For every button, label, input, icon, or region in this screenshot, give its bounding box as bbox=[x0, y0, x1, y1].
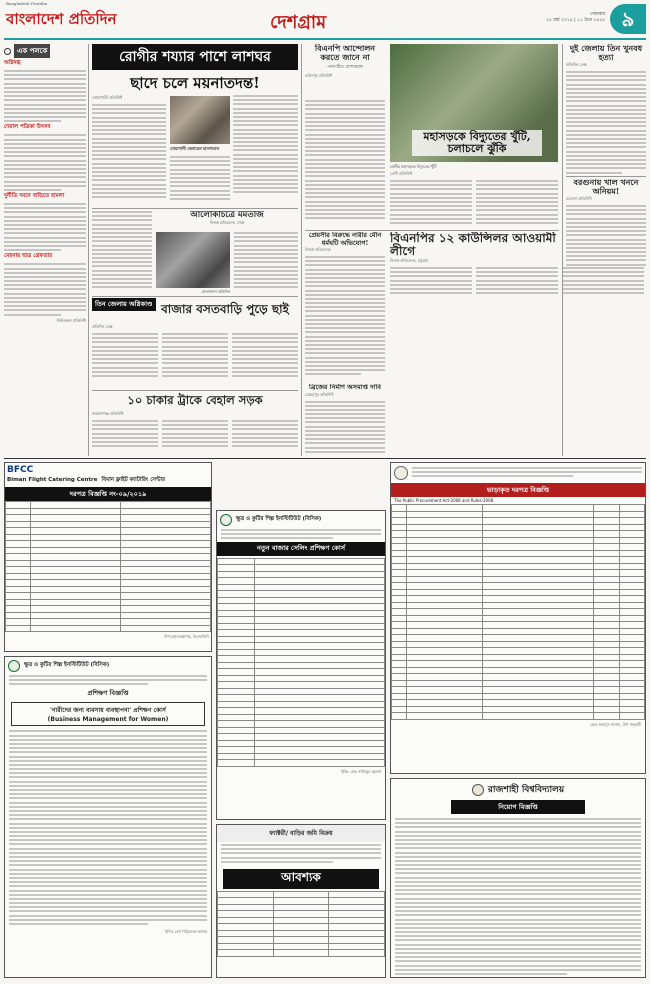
bnp-movement-byline: ফরিদপুর প্রতিনিধি bbox=[305, 73, 333, 78]
newspaper-logo[interactable]: Bangladesh Pratidin বাংলাদেশ প্রতিদিন bbox=[6, 1, 117, 28]
rajshahi-band: নিয়োগ বিজ্ঞপ্তি bbox=[451, 800, 585, 814]
road-headline[interactable]: ১০ চাকার ট্রাকে বেহাল সড়ক bbox=[127, 393, 263, 407]
fire-byline: প্রতিদিন ডেস্ক bbox=[92, 324, 113, 329]
bscic-seal-icon bbox=[8, 660, 20, 672]
training-tech-band: নতুন বাজার সেলিং প্রশিক্ষণ কোর্স bbox=[217, 542, 385, 556]
training-women-course-en: (Business Management for Women) bbox=[47, 716, 169, 724]
fraud-byline: নিজস্ব প্রতিবেদক bbox=[305, 247, 331, 252]
bnp-movement-body bbox=[305, 100, 385, 228]
divider bbox=[92, 296, 298, 297]
main-byline: নোয়াখালী প্রতিনিধি bbox=[92, 95, 123, 100]
art-exhibition-photo[interactable] bbox=[156, 232, 230, 288]
logo-tagline: Bangladesh Pratidin bbox=[6, 1, 48, 6]
bnp-movement-headline[interactable]: বিএনপি আন্দোলন করতে জানে না bbox=[314, 44, 376, 62]
road-byline: নারায়ণগঞ্জ প্রতিনিধি bbox=[92, 411, 124, 416]
purchase-tender-ad bbox=[390, 462, 646, 774]
road-story bbox=[92, 392, 298, 456]
training-women-org: ক্ষুদ্র ও কুটির শিল্প ইনস্টিটিউট (বিসিক) bbox=[24, 662, 110, 668]
fire-story-body bbox=[92, 324, 298, 388]
councillor-byline: নিজস্ব প্রতিবেদক, চট্টগ্রাম bbox=[390, 258, 429, 263]
full-date: ২৫ মার্চ ২০১৯ | ১১ চৈত্র ১৪২৫ bbox=[546, 18, 605, 23]
murder-headline[interactable]: দুই জেলায় তিন খুনবধ হত্যা bbox=[569, 44, 643, 62]
government-seal-icon bbox=[394, 466, 408, 480]
column-divider bbox=[88, 44, 89, 456]
masthead-rule bbox=[4, 38, 646, 40]
column-divider bbox=[301, 44, 302, 456]
murder-story bbox=[566, 44, 646, 174]
training-women-ad bbox=[4, 656, 212, 978]
fire-kicker: তিন জেলায় অগ্নিকাণ্ড bbox=[92, 298, 156, 311]
main-story-body-right bbox=[233, 95, 298, 205]
sale-title[interactable]: ফ্যাক্টরী/ বাড়ির জমি বিক্রয় bbox=[217, 825, 385, 842]
bnp-movement-story bbox=[305, 44, 385, 106]
art-story bbox=[156, 211, 298, 231]
power-pole-body bbox=[390, 171, 558, 229]
main-headline-line2[interactable]: ছাদে চলে ময়নাতদন্ত! bbox=[130, 74, 260, 92]
bridge-headline[interactable]: ব্রিজের নির্মাণ অসমাপ্ত দাবি bbox=[309, 384, 381, 391]
art-byline: নিজস্ব প্রতিবেদক, ঢাকা bbox=[209, 220, 245, 225]
power-pole-byline: ফেনী প্রতিনিধি bbox=[390, 171, 413, 176]
masthead bbox=[0, 0, 650, 40]
art-story-body bbox=[234, 232, 298, 292]
councillor-story bbox=[390, 232, 644, 302]
bfcc-notice-band: দরপত্র বিজ্ঞপ্তি নং-০৯/২০১৯ bbox=[5, 487, 211, 501]
bfcc-name-bn: বিমান ফ্লাইট ক্যাটারিং সেন্টার bbox=[101, 477, 166, 483]
purchase-tender-table bbox=[391, 504, 645, 720]
brief-title-1[interactable]: অগ্নিদগ্ধ bbox=[4, 60, 21, 66]
ads-divider bbox=[4, 458, 646, 459]
canal-headline[interactable]: বরগুনায় খাল খননে অনিয়ম! bbox=[573, 178, 639, 196]
brief-credit: -নিউজরুম প্রতিনিধি bbox=[55, 317, 86, 323]
training-tech-signature: ইঞ্জি: মোঃ নাজিবুর রহমান bbox=[341, 768, 381, 774]
purchase-tender-act: The Public Procurement Act-2006 and Rules-2008 bbox=[394, 498, 494, 503]
section-title: দেশগ্রাম bbox=[270, 12, 327, 33]
brief-label: এক পলকে bbox=[14, 44, 50, 58]
power-pole-headline[interactable]: মহাসড়কে বিদ্যুতের খুঁটি, চলাচলে ঝুঁকি bbox=[412, 130, 542, 156]
main-photo-caption: নোয়াখালী জেনারেল হাসপাতাল bbox=[170, 146, 220, 151]
divider bbox=[92, 208, 298, 209]
main-story-photo[interactable] bbox=[170, 96, 230, 144]
fraud-story bbox=[305, 232, 385, 382]
purchase-tender-signature: মোঃ আবদুস সালাম, উপ সহকারী bbox=[590, 721, 641, 727]
left-brief-column bbox=[4, 44, 86, 456]
training-tech-ad bbox=[216, 510, 386, 820]
weekday: সোমবার bbox=[590, 12, 605, 17]
globe-icon bbox=[4, 48, 11, 55]
brief-title-3[interactable]: দুর্নীতি দমনে বাড়িতে হামলা bbox=[4, 193, 65, 200]
power-pole-headline-box bbox=[412, 130, 542, 160]
main-headline-line1[interactable]: রোগীর শয্যার পাশে লাশঘর bbox=[92, 44, 298, 70]
rajshahi-title[interactable]: রাজশাহী বিশ্ববিদ্যালয় bbox=[487, 785, 565, 795]
fire-headline[interactable]: বাজার বসতবাড়ি পুড়ে ছাই bbox=[161, 302, 289, 316]
main-story-body-bottom bbox=[170, 156, 230, 206]
sale-table bbox=[217, 891, 385, 957]
brief-title-2[interactable]: দেয়াল পত্রিকা উৎসব bbox=[4, 124, 51, 131]
training-tech-org: ক্ষুদ্র ও কুটির শিল্প ইনস্টিটিউট (বিসিক) bbox=[236, 516, 322, 522]
murder-byline: প্রতিদিন ডেস্ক bbox=[566, 62, 587, 67]
divider bbox=[92, 390, 298, 391]
bfcc-footer: উপ-মহাব্যবস্থাপক, বিএফসিসি bbox=[164, 634, 209, 639]
main-story-body-left bbox=[92, 95, 166, 205]
fire-story bbox=[92, 298, 298, 322]
councillor-headline[interactable]: বিএনপির ১২ কাউন্সিলর আওয়ামী লীগে bbox=[390, 232, 556, 258]
brief-title-4[interactable]: মেহনায় ছাত্র গ্রেফতার bbox=[4, 253, 53, 260]
date-line bbox=[510, 12, 605, 24]
purchase-tender-band: ভাড়াকৃত দরপত্র বিজ্ঞপ্তি bbox=[391, 483, 645, 497]
divider bbox=[305, 230, 559, 231]
bfcc-tender-ad bbox=[4, 462, 212, 652]
sale-ad bbox=[216, 824, 386, 978]
art-story-text bbox=[92, 211, 152, 293]
bnp-movement-sub: -নবগঠিত মোশাররফ bbox=[326, 65, 364, 70]
bscic-seal-icon bbox=[220, 514, 232, 526]
training-tech-table bbox=[217, 558, 385, 767]
university-seal-icon bbox=[472, 784, 484, 796]
bfcc-tender-table bbox=[5, 501, 211, 632]
bfcc-name-en: Biman Flight Catering Centre bbox=[7, 477, 98, 483]
art-headline[interactable]: আলোকচিত্রে মমতাজ bbox=[190, 211, 264, 220]
rajshahi-university-ad bbox=[390, 778, 646, 978]
art-photo-caption: -বাংলাদেশ প্রতিদিন bbox=[200, 289, 230, 294]
canal-byline: বরগুনা প্রতিনিধি bbox=[566, 196, 592, 201]
fraud-headline[interactable]: প্রেয়সীর বিরুদ্ধে নারীর মৌন ধর্মঘটি অভিযোগ! bbox=[308, 232, 382, 247]
sale-band: আবশ্যক bbox=[223, 869, 379, 889]
page-number: ৯ bbox=[610, 4, 646, 34]
training-women-section: প্রশিক্ষণ বিজ্ঞপ্তি bbox=[87, 689, 129, 698]
bridge-story bbox=[305, 384, 385, 456]
bfcc-logo[interactable]: BFCC bbox=[7, 465, 34, 475]
training-women-signature: ইন্দির বেগ পরিচালক আলম bbox=[165, 929, 207, 935]
power-pole-caption: ফেনীর মহাসড়কে বিদ্যুতের খুঁটি bbox=[390, 164, 437, 169]
training-women-course-bn[interactable]: 'নারীদের জন্য ব্যবসায় ব্যবস্থাপনা' প্রশিক্ষণ কোর্স bbox=[50, 707, 166, 715]
divider bbox=[566, 176, 646, 177]
bridge-byline: মেহেরপুর প্রতিনিধি bbox=[305, 391, 334, 397]
